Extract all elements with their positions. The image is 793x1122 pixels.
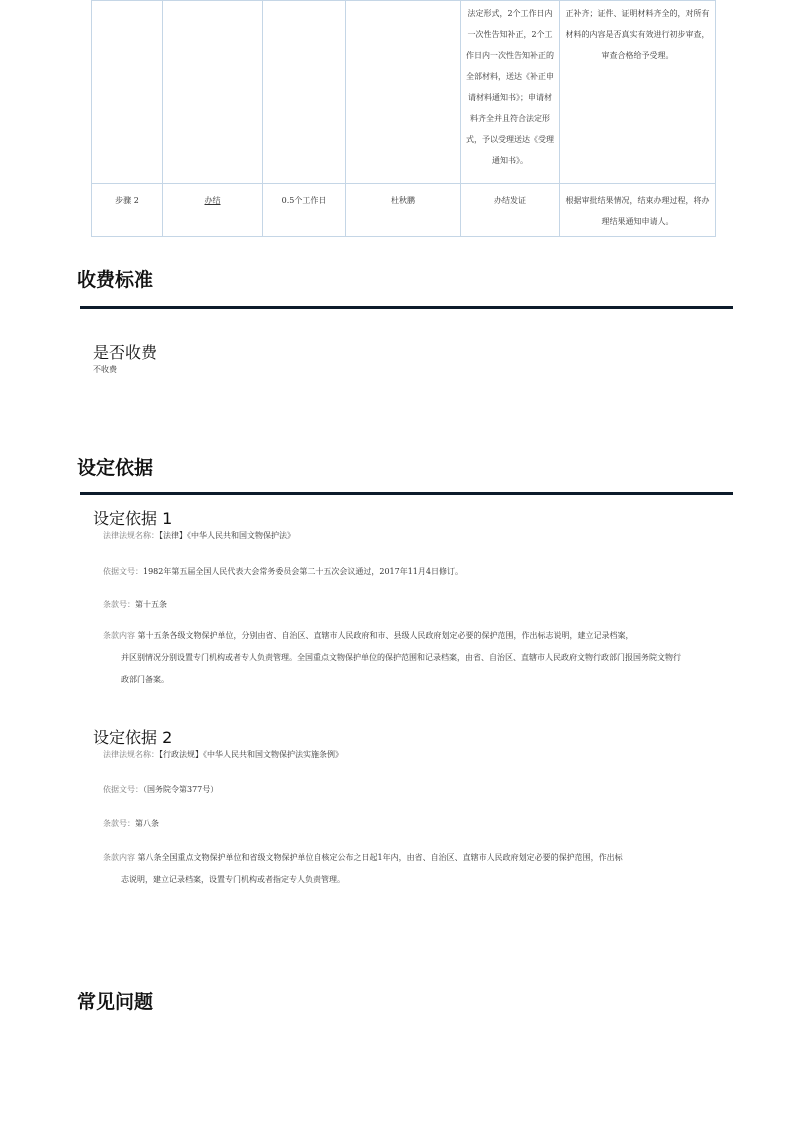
cell-step: 步骤 2	[92, 184, 163, 237]
process-table	[91, 0, 716, 237]
fee-value: 不收费	[93, 365, 117, 374]
basis-item-title: 设定依据 2	[93, 728, 173, 747]
cell-time	[263, 1, 346, 184]
clause-content-first: 第八条全国重点文物保护单位和省级文物保护单位自核定公布之日起1年内，由省、自治区、直辖市人民政府划定必要的保护范围，作出标	[137, 853, 623, 862]
law-name-label: 法律法规名称：	[103, 750, 159, 759]
clause-number-value: 第十五条	[135, 600, 167, 609]
doc-number-value: 1982年第五届全国人民代表大会常务委员会第二十五次会议通过，2017年11月4日修订。	[143, 567, 463, 576]
doc-number	[103, 784, 218, 795]
cell-result: 法定形式，2个工作日内一次性告知补正，2个工作日内一次性告知补正的全部材料，送达《补正申请材料通知书》；申请材料齐全并且符合法定形式，予以受理送达《受理通知书》。	[461, 1, 560, 184]
cell-result: 办结发证	[461, 184, 560, 237]
cell-person	[346, 1, 461, 184]
clause-content	[103, 625, 683, 691]
doc-number-label: 依据文号：	[103, 785, 143, 794]
cell-name	[163, 1, 263, 184]
cell-person: 杜秋鹏	[346, 184, 461, 237]
cell-time: 0.5个工作日	[263, 184, 346, 237]
doc-number-value: （国务院令第377号）	[143, 785, 219, 794]
clause-number-label: 条款号：	[103, 819, 135, 828]
clause-content-first: 第十五条各级文物保护单位，分别由省、自治区、直辖市人民政府和市、县级人民政府划定必要的保护范围，作出标志说明，建立记录档案，	[137, 631, 634, 640]
law-name-value: 【法律】《中华人民共和国文物保护法》	[159, 531, 295, 540]
basis-divider	[80, 492, 733, 495]
basis-item-title: 设定依据 1	[93, 509, 173, 528]
table-row	[92, 1, 716, 184]
law-name-value: 【行政法规】《中华人民共和国文物保护法实施条例》	[159, 750, 343, 759]
clause-number-label: 条款号：	[103, 600, 135, 609]
table-row	[92, 184, 716, 237]
clause-content-rest: 并区别情况分别设置专门机构或者专人负责管理。全国重点文物保护单位的保护范围和记录档案，由省、自治区、直辖市人民政府文物行政部门报国务院文物行政部门备案。	[121, 653, 681, 684]
clause-number	[103, 818, 159, 829]
cell-standard: 根据审批结果情况，结束办理过程，将办理结果通知申请人。	[560, 184, 716, 237]
step-name-link[interactable]: 办结	[204, 196, 221, 205]
law-name-label: 法律法规名称：	[103, 531, 159, 540]
basis-section-title: 设定依据	[77, 457, 154, 479]
cell-standard: 正补齐；证件、证明材料齐全的，对所有材料的内容是否真实有效进行初步审查，审查合格给予受理。	[560, 1, 716, 184]
clause-content-label: 条款内容	[103, 631, 135, 640]
law-name	[103, 530, 295, 541]
fee-sub-title: 是否收费	[93, 343, 158, 362]
clause-content-label: 条款内容	[103, 853, 135, 862]
clause-content	[103, 847, 683, 891]
fee-section-title: 收费标准	[77, 269, 154, 291]
law-name	[103, 749, 343, 760]
clause-number	[103, 599, 167, 610]
clause-number-value: 第八条	[135, 819, 159, 828]
cell-step	[92, 1, 163, 184]
doc-number-label: 依据文号：	[103, 567, 143, 576]
clause-content-rest: 志说明，建立记录档案，设置专门机构或者指定专人负责管理。	[121, 875, 345, 884]
faq-section-title: 常见问题	[77, 991, 154, 1013]
doc-number	[103, 566, 463, 577]
cell-name	[163, 184, 263, 237]
fee-divider	[80, 306, 733, 309]
